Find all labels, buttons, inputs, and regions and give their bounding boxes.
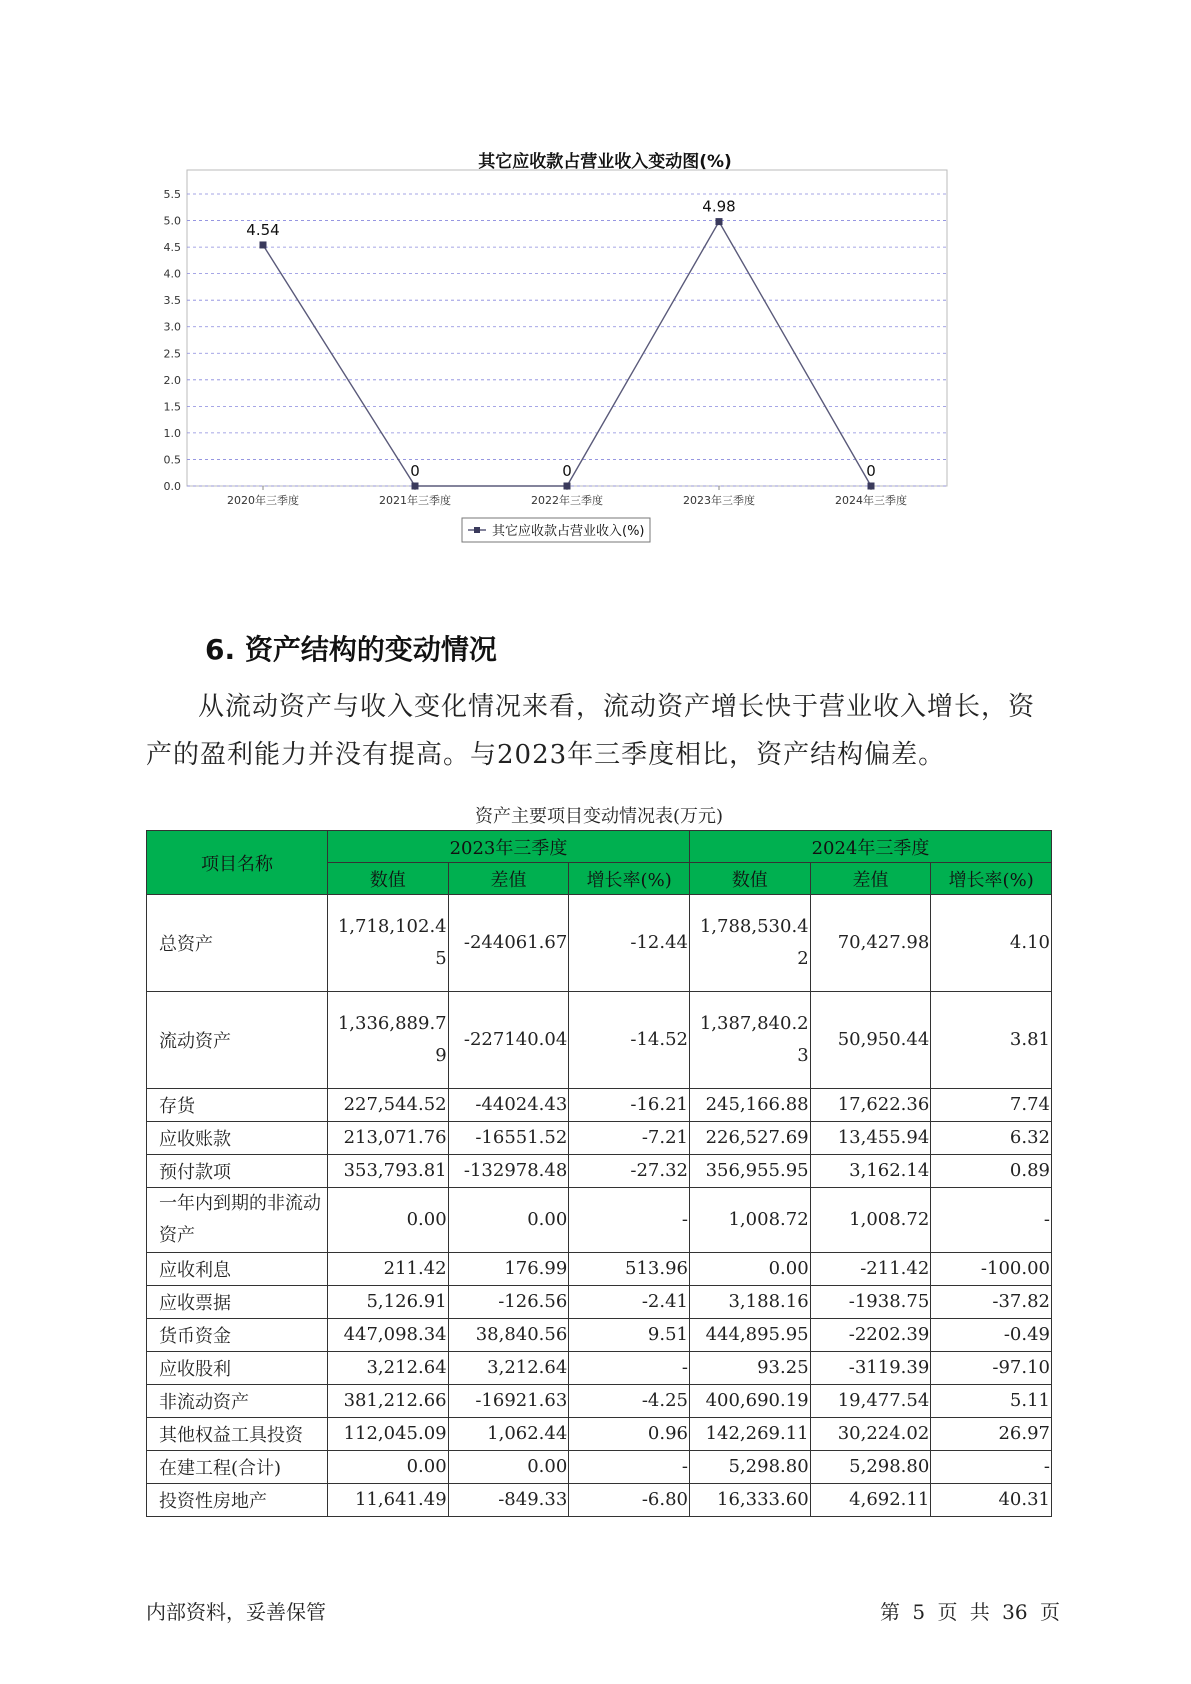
row-item-name: 流动资产	[147, 992, 328, 1089]
table-row	[147, 1451, 1052, 1484]
row-cell: -	[931, 1188, 1052, 1253]
row-item-name: 非流动资产	[147, 1385, 328, 1418]
row-cell: 353,793.81	[327, 1155, 448, 1188]
row-cell: -	[569, 1188, 690, 1253]
y-tick-label: 4.0	[163, 267, 181, 281]
line-chart	[163, 140, 1035, 590]
row-cell: -849.33	[448, 1484, 569, 1517]
series-line	[263, 222, 871, 486]
row-cell: 70,427.98	[810, 895, 931, 992]
row-item-name: 预付款项	[147, 1155, 328, 1188]
row-cell: 40.31	[931, 1484, 1052, 1517]
row-cell: -6.80	[569, 1484, 690, 1517]
row-cell: 444,895.95	[689, 1319, 810, 1352]
row-cell: 176.99	[448, 1253, 569, 1286]
row-cell: 1,788,530.42	[689, 895, 810, 992]
intro-paragraph: 从流动资产与收入变化情况来看，流动资产增长快于营业收入增长，资产的盈利能力并没有提高。与2023年三季度相比，资产结构偏差。	[146, 692, 1036, 770]
row-cell: -244061.67	[448, 895, 569, 992]
row-cell: 3,212.64	[327, 1352, 448, 1385]
data-point	[868, 483, 875, 490]
data-point	[564, 483, 571, 490]
row-item-name: 应收票据	[147, 1286, 328, 1319]
row-cell: 50,950.44	[810, 992, 931, 1089]
header-diff: 差值	[810, 863, 931, 895]
row-cell: 19,477.54	[810, 1385, 931, 1418]
y-tick-label: 4.5	[163, 241, 181, 255]
y-tick-label: 3.0	[163, 320, 181, 334]
row-cell: -14.52	[569, 992, 690, 1089]
row-cell: 26.97	[931, 1418, 1052, 1451]
row-cell: 0.00	[327, 1188, 448, 1253]
footer-page-number: 第 5 页 共 36 页	[880, 1600, 1060, 1624]
x-tick-label: 2021年三季度	[379, 494, 451, 507]
header-group-2024: 2024年三季度	[689, 831, 1051, 863]
row-cell: -44024.43	[448, 1089, 569, 1122]
row-cell: -97.10	[931, 1352, 1052, 1385]
row-cell: 1,008.72	[810, 1188, 931, 1253]
row-cell: 0.89	[931, 1155, 1052, 1188]
table-row	[147, 1122, 1052, 1155]
x-tick-label: 2024年三季度	[835, 494, 907, 507]
legend-marker-swatch	[474, 527, 480, 533]
row-cell: 226,527.69	[689, 1122, 810, 1155]
row-cell: 38,840.56	[448, 1319, 569, 1352]
row-cell: -16.21	[569, 1089, 690, 1122]
row-cell: -	[931, 1451, 1052, 1484]
row-cell: 13,455.94	[810, 1122, 931, 1155]
data-point	[260, 241, 267, 248]
row-cell: 213,071.76	[327, 1122, 448, 1155]
row-cell: -27.32	[569, 1155, 690, 1188]
row-item-name: 存货	[147, 1089, 328, 1122]
row-cell: 0.00	[689, 1253, 810, 1286]
row-cell: 245,166.88	[689, 1089, 810, 1122]
asset-change-table	[146, 830, 1052, 1517]
row-cell: -2202.39	[810, 1319, 931, 1352]
data-label: 0	[866, 462, 876, 480]
chart-svg	[163, 140, 1035, 590]
row-item-name: 一年内到期的非流动资产	[147, 1188, 328, 1253]
chart-title: 其它应收款占营业收入变动图(%)	[478, 152, 732, 172]
row-cell: 11,641.49	[327, 1484, 448, 1517]
row-cell: 1,062.44	[448, 1418, 569, 1451]
table-row	[147, 1319, 1052, 1352]
table-row	[147, 1286, 1052, 1319]
row-cell: 5,126.91	[327, 1286, 448, 1319]
row-cell: 447,098.34	[327, 1319, 448, 1352]
y-tick-label: 5.0	[163, 214, 181, 228]
data-point	[716, 218, 723, 225]
row-cell: 400,690.19	[689, 1385, 810, 1418]
row-cell: 356,955.95	[689, 1155, 810, 1188]
row-cell: -3119.39	[810, 1352, 931, 1385]
x-tick-label: 2022年三季度	[531, 494, 603, 507]
header-item-name: 项目名称	[147, 831, 328, 895]
x-tick-label: 2023年三季度	[683, 494, 755, 507]
header-growth: 增长率(%)	[569, 863, 690, 895]
y-tick-label: 5.5	[163, 188, 181, 201]
data-label: 0	[410, 462, 420, 480]
row-cell: -227140.04	[448, 992, 569, 1089]
row-cell: -2.41	[569, 1286, 690, 1319]
y-tick-label: 3.5	[163, 294, 181, 308]
row-cell: -1938.75	[810, 1286, 931, 1319]
row-cell: 3.81	[931, 992, 1052, 1089]
row-cell: -	[569, 1451, 690, 1484]
y-tick-label: 2.0	[163, 373, 181, 387]
row-cell: 93.25	[689, 1352, 810, 1385]
table-row	[147, 1089, 1052, 1122]
y-tick-label: 0.5	[163, 453, 181, 467]
row-cell: 227,544.52	[327, 1089, 448, 1122]
data-label: 4.98	[702, 197, 736, 216]
row-cell: 17,622.36	[810, 1089, 931, 1122]
row-cell: 1,387,840.23	[689, 992, 810, 1089]
row-cell: 211.42	[327, 1253, 448, 1286]
header-diff: 差值	[448, 863, 569, 895]
row-cell: -0.49	[931, 1319, 1052, 1352]
row-cell: 1,336,889.79	[327, 992, 448, 1089]
row-item-name: 应收利息	[147, 1253, 328, 1286]
row-cell: 3,162.14	[810, 1155, 931, 1188]
row-cell: 3,212.64	[448, 1352, 569, 1385]
legend-label: 其它应收款占营业收入(%)	[492, 524, 645, 539]
row-cell: 381,212.66	[327, 1385, 448, 1418]
row-cell: 0.00	[448, 1188, 569, 1253]
row-cell: -132978.48	[448, 1155, 569, 1188]
row-item-name: 货币资金	[147, 1319, 328, 1352]
header-value: 数值	[327, 863, 448, 895]
row-cell: 112,045.09	[327, 1418, 448, 1451]
x-tick-label: 2020年三季度	[227, 494, 299, 507]
table-row	[147, 1253, 1052, 1286]
row-cell: 1,008.72	[689, 1188, 810, 1253]
y-tick-label: 1.5	[163, 400, 181, 414]
row-item-name: 其他权益工具投资	[147, 1418, 328, 1451]
header-value: 数值	[689, 863, 810, 895]
data-label: 4.54	[246, 220, 280, 239]
row-cell: 0.96	[569, 1418, 690, 1451]
table-row	[147, 895, 1052, 992]
table-row	[147, 1352, 1052, 1385]
row-cell: 7.74	[931, 1089, 1052, 1122]
row-cell: -16551.52	[448, 1122, 569, 1155]
table-caption: 资产主要项目变动情况表(万元)	[474, 806, 724, 827]
row-item-name: 应收股利	[147, 1352, 328, 1385]
table-row	[147, 1484, 1052, 1517]
row-cell: 9.51	[569, 1319, 690, 1352]
row-cell: 5.11	[931, 1385, 1052, 1418]
row-item-name: 投资性房地产	[147, 1484, 328, 1517]
row-cell: -7.21	[569, 1122, 690, 1155]
row-cell: -16921.63	[448, 1385, 569, 1418]
table-row	[147, 1418, 1052, 1451]
row-item-name: 在建工程(合计)	[147, 1451, 328, 1484]
row-cell: -100.00	[931, 1253, 1052, 1286]
data-point	[412, 483, 419, 490]
row-cell: -	[569, 1352, 690, 1385]
row-cell: 4,692.11	[810, 1484, 931, 1517]
row-cell: -4.25	[569, 1385, 690, 1418]
row-item-name: 总资产	[147, 895, 328, 992]
y-tick-label: 1.0	[163, 426, 181, 440]
section-heading: 6. 资产结构的变动情况	[205, 633, 497, 666]
table-row	[147, 1385, 1052, 1418]
row-cell: 142,269.11	[689, 1418, 810, 1451]
row-item-name: 应收账款	[147, 1122, 328, 1155]
row-cell: -126.56	[448, 1286, 569, 1319]
row-cell: 513.96	[569, 1253, 690, 1286]
header-group-2023: 2023年三季度	[327, 831, 689, 863]
row-cell: -37.82	[931, 1286, 1052, 1319]
header-growth: 增长率(%)	[931, 863, 1052, 895]
footer-confidential: 内部资料，妥善保管	[146, 1600, 326, 1624]
table-row	[147, 1155, 1052, 1188]
row-cell: 4.10	[931, 895, 1052, 992]
row-cell: 0.00	[327, 1451, 448, 1484]
row-cell: 6.32	[931, 1122, 1052, 1155]
data-label: 0	[562, 462, 572, 480]
y-tick-label: 2.5	[163, 347, 181, 361]
table-row	[147, 1188, 1052, 1253]
plot-frame	[187, 170, 947, 486]
row-cell: 3,188.16	[689, 1286, 810, 1319]
row-cell: 1,718,102.45	[327, 895, 448, 992]
row-cell: 16,333.60	[689, 1484, 810, 1517]
row-cell: -211.42	[810, 1253, 931, 1286]
row-cell: 5,298.80	[810, 1451, 931, 1484]
row-cell: -12.44	[569, 895, 690, 992]
row-cell: 0.00	[448, 1451, 569, 1484]
y-tick-label: 0.0	[163, 480, 181, 493]
row-cell: 5,298.80	[689, 1451, 810, 1484]
table-row	[147, 992, 1052, 1089]
row-cell: 30,224.02	[810, 1418, 931, 1451]
